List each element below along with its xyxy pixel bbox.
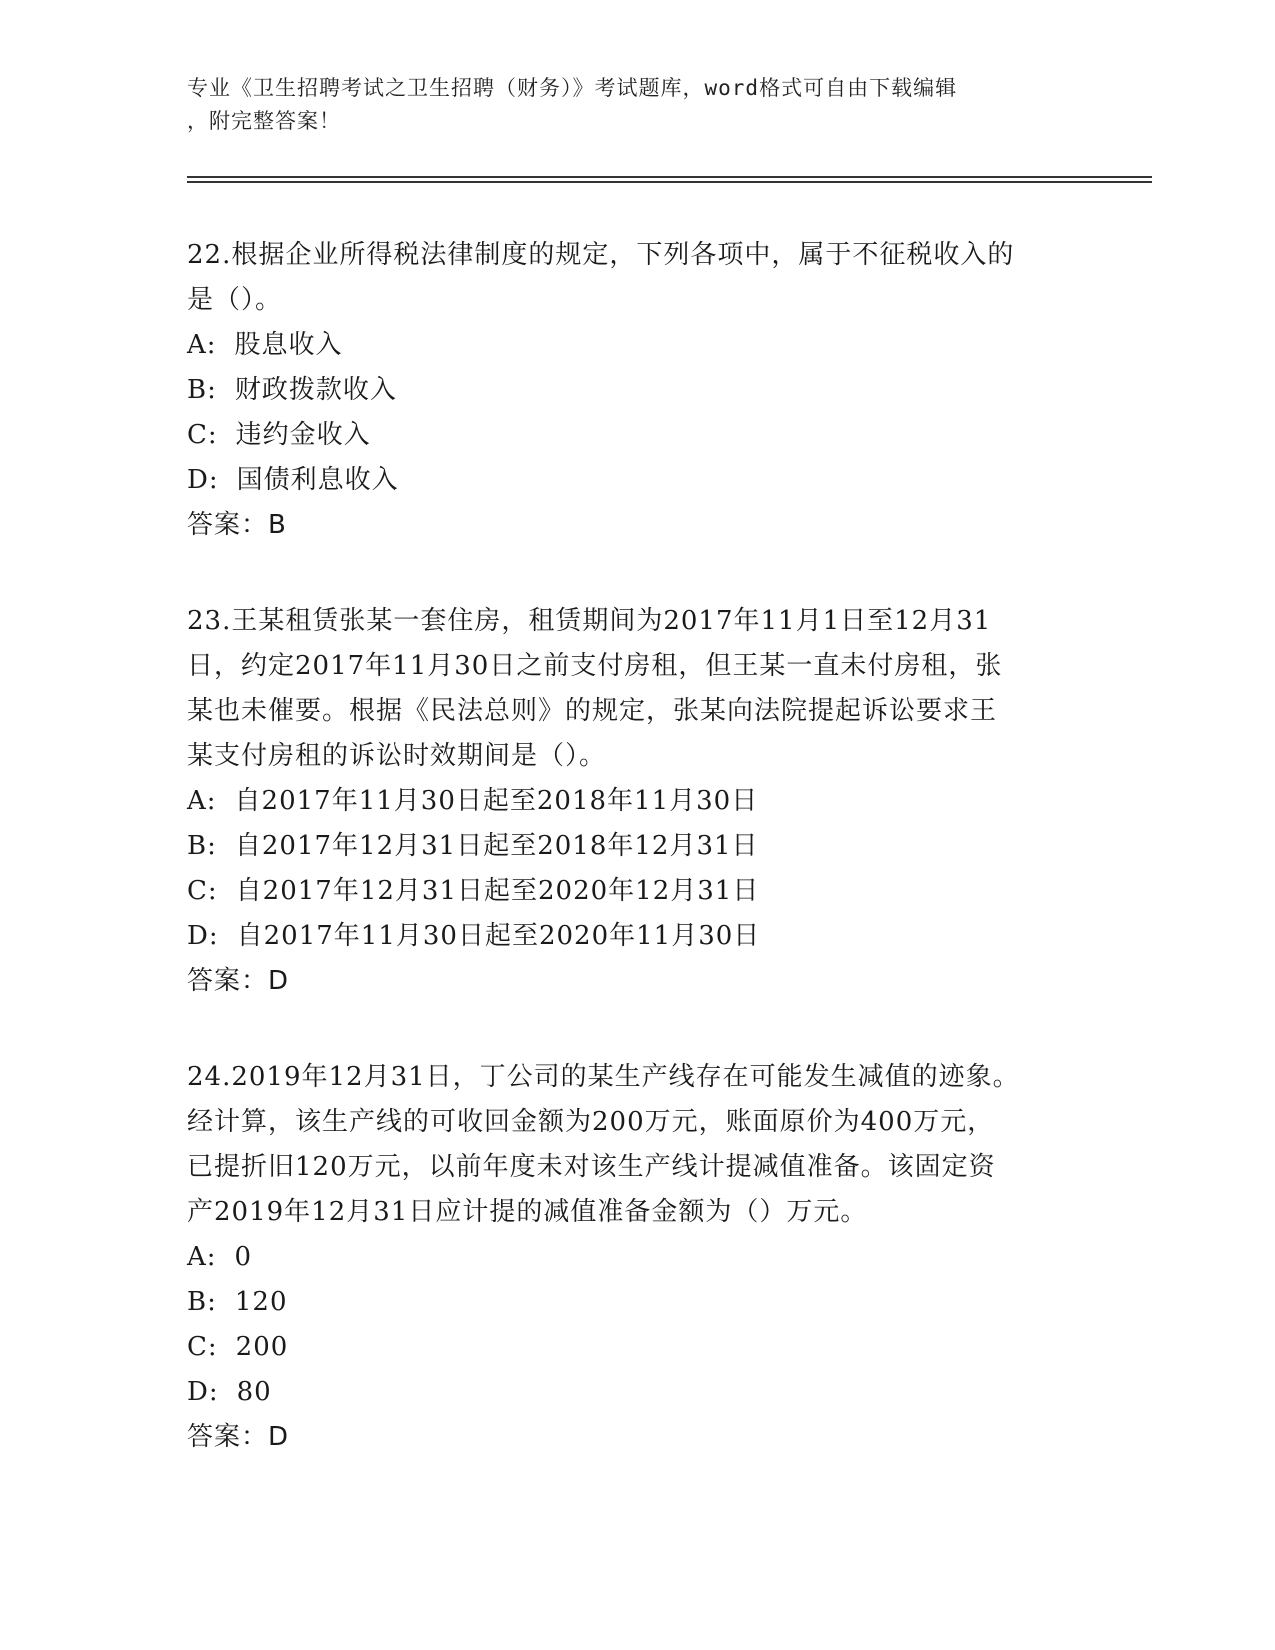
option-text: 自2017年12月31日起至2020年12月31日 bbox=[235, 876, 760, 906]
document-header bbox=[187, 72, 1087, 138]
option-b bbox=[187, 368, 1087, 413]
option-key: B: bbox=[187, 1287, 217, 1317]
option-key: B: bbox=[187, 831, 217, 861]
option-key: A: bbox=[187, 1242, 217, 1272]
option-d bbox=[187, 458, 1087, 503]
question-stem-line: 产2019年12月31日应计提的减值准备金额为（）万元。 bbox=[187, 1197, 868, 1227]
question-23 bbox=[187, 599, 1087, 1004]
option-text: 股息收入 bbox=[234, 330, 343, 360]
option-key: D: bbox=[187, 465, 219, 495]
question-22 bbox=[187, 233, 1087, 548]
question-stem-line: 某支付房租的诉讼时效期间是（）。 bbox=[187, 741, 607, 771]
question-stem-line: 已提折旧120万元，以前年度未对该生产线计提减值准备。该固定资 bbox=[187, 1152, 996, 1182]
option-key: D: bbox=[187, 921, 219, 951]
question-stem-line: 某也未催要。根据《民法总则》的规定，张某向法院提起诉讼要求王 bbox=[187, 696, 998, 726]
question-stem-line: 日，约定2017年11月30日之前支付房租，但王某一直未付房租，张 bbox=[187, 651, 1003, 681]
option-text: 自2017年11月30日起至2020年11月30日 bbox=[236, 921, 761, 951]
header-divider-bottom bbox=[187, 181, 1152, 183]
question-stem-line: 24.2019年12月31日，丁公司的某生产线存在可能发生减值的迹象。 bbox=[187, 1062, 1020, 1092]
question-stem-line: 23.王某租赁张某一套住房，租赁期间为2017年11月1日至12月31 bbox=[187, 606, 992, 636]
question-stem-line: 22.根据企业所得税法律制度的规定，下列各项中，属于不征税收入的 bbox=[187, 240, 1015, 270]
question-stem-line: 是（）。 bbox=[187, 285, 283, 315]
option-a bbox=[187, 1235, 1087, 1280]
option-key: C: bbox=[187, 420, 218, 450]
option-c bbox=[187, 413, 1087, 458]
option-key: C: bbox=[187, 876, 218, 906]
option-d bbox=[187, 914, 1087, 959]
option-b bbox=[187, 1280, 1087, 1325]
question-24 bbox=[187, 1055, 1087, 1460]
option-b bbox=[187, 824, 1087, 869]
header-divider-top bbox=[187, 176, 1152, 178]
option-text: 自2017年11月30日起至2018年11月30日 bbox=[234, 786, 759, 816]
option-c bbox=[187, 1325, 1087, 1370]
header-line-1: 专业《卫生招聘考试之卫生招聘（财务）》考试题库，word格式可自由下载编辑 bbox=[187, 76, 958, 100]
option-a bbox=[187, 323, 1087, 368]
option-key: A: bbox=[187, 330, 217, 360]
option-key: C: bbox=[187, 1332, 218, 1362]
answer-line: 答案：B bbox=[187, 510, 287, 540]
option-text: 违约金收入 bbox=[235, 420, 371, 450]
option-key: A: bbox=[187, 786, 217, 816]
option-text: 自2017年12月31日起至2018年12月31日 bbox=[234, 831, 759, 861]
answer-line: 答案：D bbox=[187, 966, 290, 996]
option-text: 80 bbox=[236, 1377, 272, 1407]
option-c bbox=[187, 869, 1087, 914]
option-text: 国债利息收入 bbox=[236, 465, 399, 495]
option-text: 财政拨款收入 bbox=[234, 375, 397, 405]
option-text: 200 bbox=[235, 1332, 289, 1362]
option-key: D: bbox=[187, 1377, 219, 1407]
header-line-2: ，附完整答案！ bbox=[187, 109, 341, 133]
option-d bbox=[187, 1370, 1087, 1415]
option-a bbox=[187, 779, 1087, 824]
option-key: B: bbox=[187, 375, 217, 405]
question-stem-line: 经计算，该生产线的可收回金额为200万元，账面原价为400万元， bbox=[187, 1107, 995, 1137]
option-text: 120 bbox=[234, 1287, 288, 1317]
answer-line: 答案：D bbox=[187, 1422, 290, 1452]
option-text: 0 bbox=[234, 1242, 253, 1272]
